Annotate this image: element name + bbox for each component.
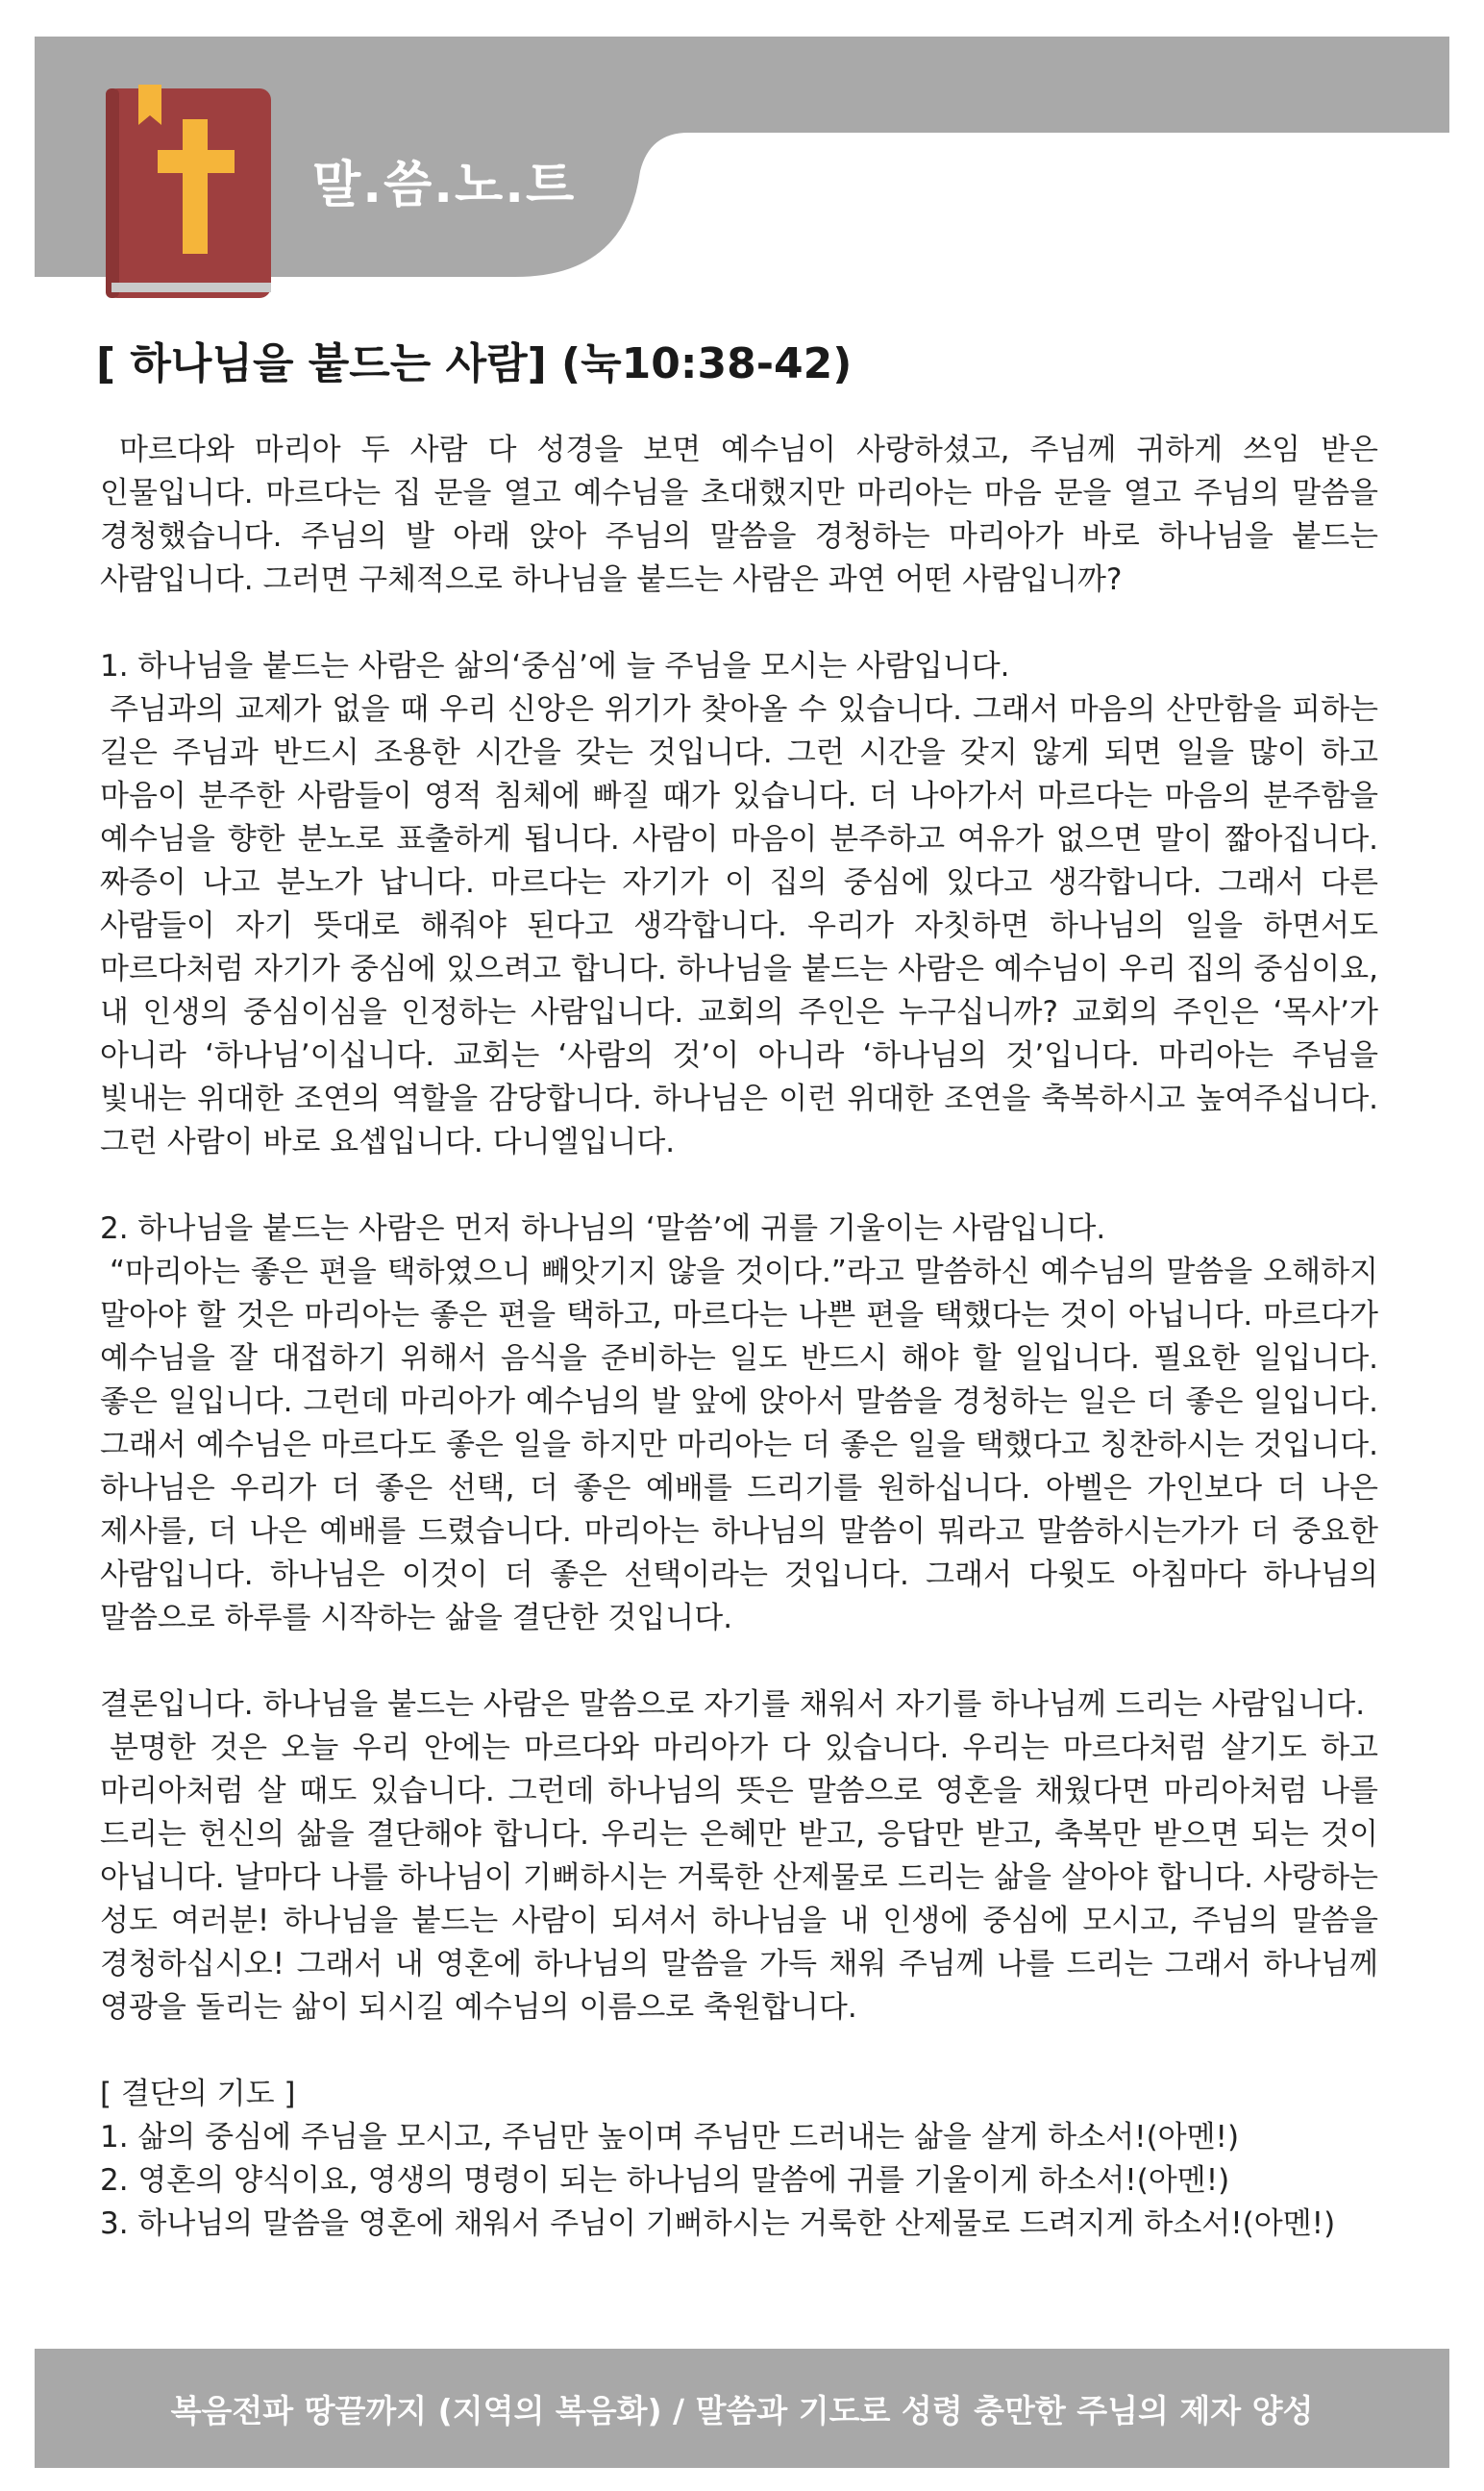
point-2-body: “마리아는 좋은 편을 택하였으니 빼앗기지 않을 것이다.”라고 말씀하신 예수님의 말씀을 오해하지 말아야 할 것은 마리아는 좋은 편을 택하고, 마르다는 나쁜 편을 택했다는 것이 아닙니다. 마르다가 예수님을 잘 대접하기 위해서 음식을 준비하는 일도 반드시 해야 할 일입니다. 필요한 일입니다. 좋은 일입니다. 그런데 마리아가 예수님의 발 앞에 앉아서 말씀을 경청하는 일은 더 좋은 일입니다. 그래서 예수님은 마르다도 좋은 일을 하지만 마리아는 더 좋은 일을 택했다고 칭찬하시는 것입니다. 하나님은 우리가 더 좋은 선택, 더 좋은 예배를 드리기를 원하십니다. 아벨은 가인보다 더 나은 제사를, 더 나은 예배를 드렸습니다. 마리아는 하나님의 말씀이 뭐라고 말씀하시는가가 더 중요한 사람입니다. 하나님은 이것이 더 좋은 선택이라는 것입니다. 그래서 다윗도 아침마다 하나님의 말씀으로 하루를 시작하는 삶을 결단한 것입니다. bbox=[100, 1255, 1378, 1635]
cross-icon bbox=[183, 119, 208, 254]
footer-band bbox=[35, 2349, 1449, 2468]
point-1 bbox=[100, 645, 1378, 1164]
sermon-body bbox=[100, 429, 1378, 2246]
series-label-box bbox=[696, 175, 1422, 238]
point-1-title: 1. 하나님을 붙드는 사람은 삶의‘중심’에 늘 주님을 모시는 사람입니다. bbox=[100, 649, 1010, 684]
intro-paragraph: 마르다와 마리아 두 사람 다 성경을 보면 예수님이 사랑하셨고, 주님께 귀하게 쓰임 받은 인물입니다. 마르다는 집 문을 열고 예수님을 초대했지만 마리아는 마음 문을 열고 주님의 말씀을 경청했습니다. 주님의 발 아래 앉아 주님의 말씀을 경청하는 마리아가 바로 하나님을 붙드는 사람입니다. 그러면 구체적으로 하나님을 붙드는 사람은 과연 어떤 사람입니까? bbox=[100, 433, 1378, 597]
conclusion bbox=[100, 1683, 1378, 2030]
conclusion-title: 결론입니다. 하나님을 붙드는 사람은 말씀으로 자기를 채워서 자기를 하나님께 드리는 사람입니다. bbox=[100, 1687, 1366, 1722]
point-1-body: 주님과의 교제가 없을 때 우리 신앙은 위기가 찾아올 수 있습니다. 그래서 마음의 산만함을 피하는 길은 주님과 반드시 조용한 시간을 갖는 것입니다. 그런 시간을 갖지 않게 되면 일을 많이 하고 마음이 분주한 사람들이 영적 침체에 빠질 때가 있습니다. 더 나아가서 마르다는 마음의 분주함을 예수님을 향한 분노로 표출하게 됩니다. 사람이 마음이 분주하고 여유가 없으면 말이 짧아집니다. 짜증이 나고 분노가 납니다. 마르다는 자기가 이 집의 중심에 있다고 생각합니다. 그래서 다른 사람들이 자기 뜻대로 해줘야 된다고 생각합니다. 우리가 자칫하면 하나님의 일을 하면서도 마르다처럼 자기가 중심에 있으려고 합니다. 하나님을 붙드는 사람은 예수님이 우리 집의 중심이요, 내 인생의 중심이심을 인정하는 사람입니다. 교회의 주인은 누구십니까? 교회의 주인은 ‘목사’가 아니라 ‘하나님’이십니다. 교회는 ‘사람의 것’이 아니라 ‘하나님의 것’입니다. 마리아는 주님을 빛내는 위대한 조연의 역할을 감당합니다. 하나님은 이런 위대한 조연을 축복하시고 높여주십니다. 그런 사람이 바로 요셉입니다. 다니엘입니다. bbox=[100, 692, 1378, 1159]
series-label: 10월 : 당신은 진짜 그리스도인입니까? bbox=[790, 189, 1328, 228]
prayer-item: 2. 영혼의 양식이요, 영생의 명령이 되는 하나님의 말씀에 귀를 기울이게 하소서!(아멘!) bbox=[100, 2163, 1230, 2198]
prayer-item: 3. 하나님의 말씀을 영혼에 채워서 주님이 기뻐하시는 거룩한 산제물로 드려지게 하소서!(아멘!) bbox=[100, 2206, 1336, 2241]
prayer-title: [ 결단의 기도 ] bbox=[100, 2077, 296, 2111]
prayer-item: 1. 삶의 중심에 주님을 모시고, 주님만 높이며 주님만 드러내는 삶을 살게 하소서!(아멘!) bbox=[100, 2120, 1240, 2155]
bible-book-icon bbox=[104, 85, 277, 302]
conclusion-body: 분명한 것은 오늘 우리 안에는 마르다와 마리아가 다 있습니다. 우리는 마르다처럼 살기도 하고 마리아처럼 살 때도 있습니다. 그런데 하나님의 뜻은 말씀으로 영혼을 채웠다면 마리아처럼 나를 드리는 헌신의 삶을 결단해야 합니다. 우리는 은혜만 받고, 응답만 받고, 축복만 받으면 되는 것이 아닙니다. 날마다 나를 하나님이 기뻐하시는 거룩한 산제물로 드리는 삶을 살아야 합니다. 사랑하는 성도 여러분! 하나님을 붙드는 사람이 되셔서 하나님을 내 인생에 중심에 모시고, 주님의 말씀을 경청하십시오! 그래서 내 영혼에 하나님의 말씀을 가득 채워 주님께 나를 드리는 그래서 하나님께 영광을 돌리는 삶이 되시길 예수님의 이름으로 축원합니다. bbox=[100, 1731, 1378, 2025]
footer-text: 복음전파 땅끝까지 (지역의 복음화) / 말씀과 기도로 성령 충만한 주님의 제자 양성 bbox=[170, 2391, 1314, 2429]
point-2-title: 2. 하나님을 붙드는 사람은 먼저 하나님의 ‘말씀’에 귀를 기울이는 사람입니다. bbox=[100, 1211, 1106, 1246]
brand-title: 말.씀.노.트 bbox=[312, 157, 577, 214]
point-2 bbox=[100, 1208, 1378, 1640]
prayer-block bbox=[100, 2073, 1378, 2246]
sermon-title: [ 하나님을 붙드는 사람] (눅10:38-42) bbox=[96, 339, 853, 388]
